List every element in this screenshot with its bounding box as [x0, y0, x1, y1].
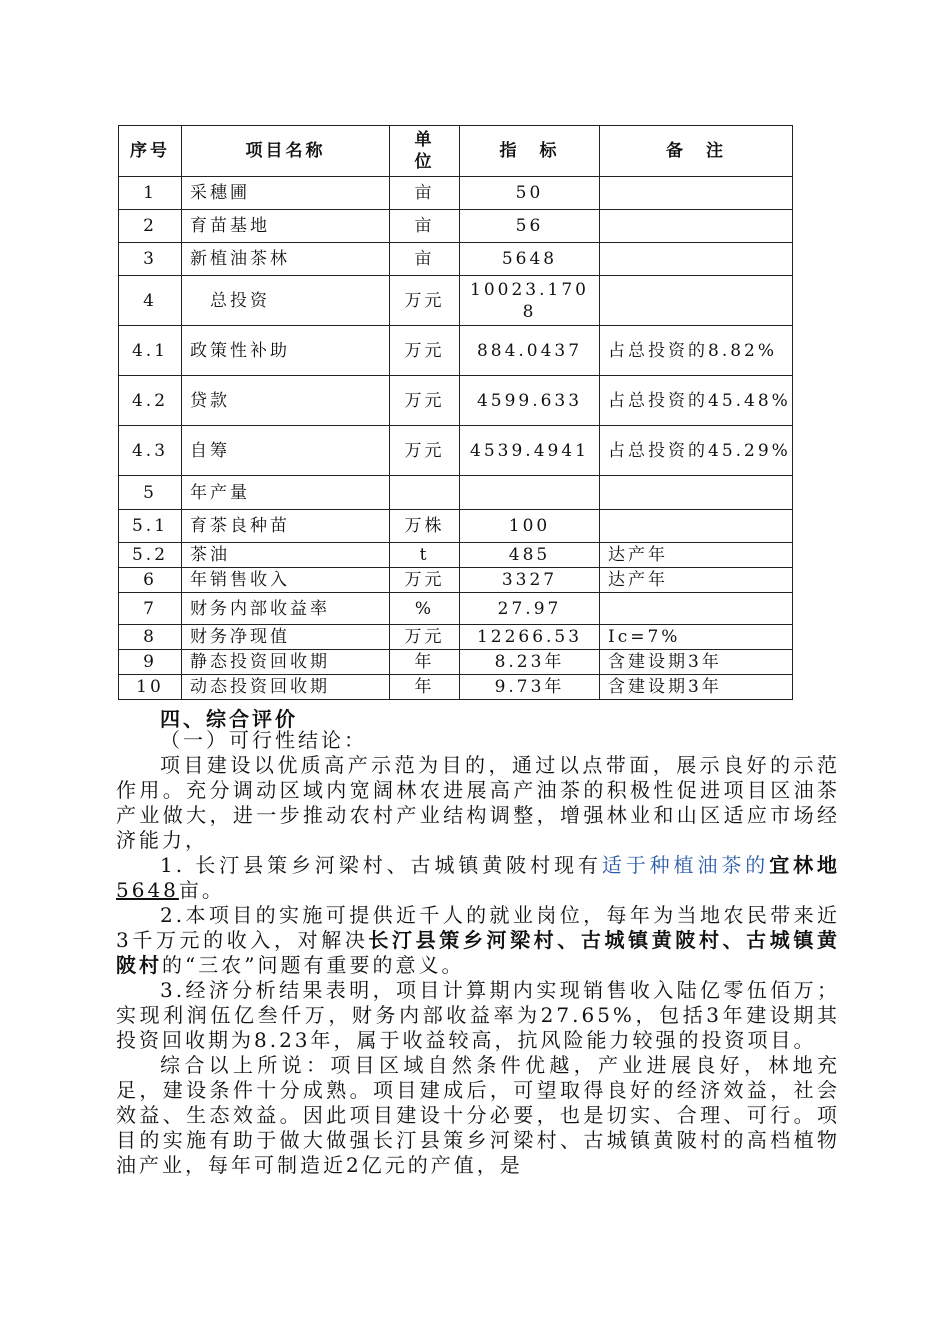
cell-note	[600, 276, 793, 326]
table-row	[119, 625, 793, 650]
table-row	[119, 568, 793, 593]
cell-seq: 4.2	[119, 376, 182, 426]
cell-unit: 万元	[390, 568, 460, 593]
p3-text-a: 2.本项目的实施可提供近千人的就业岗位，每年为当地农民带来近3千万元的收入，对解决	[116, 903, 840, 952]
cell-unit: 年	[390, 650, 460, 675]
cell-seq: 10	[119, 675, 182, 700]
p2-text-e: 亩。	[178, 878, 225, 902]
table-row	[119, 543, 793, 568]
cell-unit: 万元	[390, 276, 460, 326]
cell-unit: 万元	[390, 326, 460, 376]
cell-seq: 4	[119, 276, 182, 326]
cell-note: 达产年	[600, 568, 793, 593]
cell-unit: 万元	[390, 625, 460, 650]
cell-note	[600, 510, 793, 543]
cell-value: 4539.4941	[460, 426, 600, 476]
cell-unit: %	[390, 593, 460, 625]
cell-name: 贷款	[182, 376, 390, 426]
table-row	[119, 376, 793, 426]
table-row	[119, 650, 793, 675]
paragraph-4: 3.经济分析结果表明，项目计算期内实现销售收入陆亿零伍佰万；实现利润伍亿叁仟万，财务内部收益率为27.65%，包括3年建设期其投资回收期为8.23年，属于收益较高，抗风险能力较强的投资项目。	[116, 978, 840, 1052]
cell-unit: 万元	[390, 376, 460, 426]
cell-seq: 1	[119, 177, 182, 210]
cell-name: 新植油茶林	[182, 243, 390, 276]
cell-value: 9.73年	[460, 675, 600, 700]
p2-area: 5648	[116, 878, 179, 902]
table-row	[119, 426, 793, 476]
cell-note	[600, 210, 793, 243]
cell-name: 育茶良种苗	[182, 510, 390, 543]
p3-text-c: 的“三农”问题有重要的意义。	[162, 953, 465, 977]
cell-name: 政策性补助	[182, 326, 390, 376]
paragraph-2	[116, 853, 840, 903]
cell-name: 育苗基地	[182, 210, 390, 243]
cell-value: 27.97	[460, 593, 600, 625]
table-row	[119, 476, 793, 510]
cell-unit: 年	[390, 675, 460, 700]
cell-unit: 万元	[390, 426, 460, 476]
cell-name: 年产量	[182, 476, 390, 510]
table-row	[119, 210, 793, 243]
section-body	[116, 728, 840, 1178]
table-row	[119, 326, 793, 376]
cell-seq: 6	[119, 568, 182, 593]
cell-unit: 亩	[390, 243, 460, 276]
cell-note	[600, 476, 793, 510]
cell-seq: 4.3	[119, 426, 182, 476]
table-row	[119, 510, 793, 543]
cell-value: 4599.633	[460, 376, 600, 426]
section-heading: 四、综合评价	[160, 707, 298, 731]
cell-seq: 3	[119, 243, 182, 276]
header-value: 指 标	[460, 126, 600, 177]
paragraph-1: 项目建设以优质高产示范为目的，通过以点带面，展示良好的示范作用。充分调动区域内宽阔林农进展高产油茶的积极性促进项目区油茶产业做大，进一步推动农村产业结构调整，增强林业和山区适应市场经济能力，	[116, 753, 840, 852]
cell-note: 含建设期3年	[600, 675, 793, 700]
cell-value: 50	[460, 177, 600, 210]
header-note: 备 注	[600, 126, 793, 177]
cell-name: 茶油	[182, 543, 390, 568]
header-seq: 序号	[119, 126, 182, 177]
cell-seq: 5.2	[119, 543, 182, 568]
cell-name: 财务净现值	[182, 625, 390, 650]
cell-name: 动态投资回收期	[182, 675, 390, 700]
cell-value: 485	[460, 543, 600, 568]
table-row	[119, 593, 793, 625]
cell-seq: 5.1	[119, 510, 182, 543]
cell-name: 静态投资回收期	[182, 650, 390, 675]
cell-unit: 亩	[390, 177, 460, 210]
p2-text-a: 1. 长汀县策乡河梁村、古城镇黄陂村现有	[160, 853, 602, 877]
p2-highlight: 适于种植油茶的	[601, 853, 770, 877]
cell-value: 5648	[460, 243, 600, 276]
cell-unit: 万株	[390, 510, 460, 543]
cell-value: 3327	[460, 568, 600, 593]
header-name: 项目名称	[182, 126, 390, 177]
cell-note: 占总投资的45.48%	[600, 376, 793, 426]
paragraph-3	[116, 903, 840, 978]
cell-seq: 2	[119, 210, 182, 243]
cell-seq: 5	[119, 476, 182, 510]
table-row	[119, 243, 793, 276]
cell-note	[600, 593, 793, 625]
cell-note: 占总投资的8.82%	[600, 326, 793, 376]
cell-name: 采穗圃	[182, 177, 390, 210]
table-row	[119, 675, 793, 700]
p2-bold: 宜林地	[769, 853, 841, 877]
p3-bold: 长汀县策乡河梁村、古城镇黄陂村、古城镇黄陂村	[116, 928, 840, 977]
cell-unit	[390, 476, 460, 510]
subheading: （一）可行性结论：	[160, 728, 367, 752]
cell-name: 自筹	[182, 426, 390, 476]
cell-note: 达产年	[600, 543, 793, 568]
cell-seq: 4.1	[119, 326, 182, 376]
cell-seq: 9	[119, 650, 182, 675]
cell-note: 占总投资的45.29%	[600, 426, 793, 476]
cell-unit: t	[390, 543, 460, 568]
cell-note: 含建设期3年	[600, 650, 793, 675]
cell-value	[460, 476, 600, 510]
table-row	[119, 276, 793, 326]
cell-unit: 亩	[390, 210, 460, 243]
cell-name: 财务内部收益率	[182, 593, 390, 625]
header-unit: 单 位	[390, 126, 460, 177]
cell-value: 8.23年	[460, 650, 600, 675]
cell-seq: 8	[119, 625, 182, 650]
cell-note	[600, 243, 793, 276]
cell-note: Ic=7%	[600, 625, 793, 650]
paragraph-5: 综合以上所说：项目区域自然条件优越，产业进展良好，林地充足，建设条件十分成熟。项目建成后，可望取得良好的经济效益，社会效益、生态效益。因此项目建设十分必要，也是切实、合理、可行。项目的实施有助于做大做强长汀县策乡河梁村、古城镇黄陂村的高档植物油产业，每年可制造近2亿元的产值，是	[116, 1053, 840, 1177]
cell-value: 56	[460, 210, 600, 243]
cell-value: 100	[460, 510, 600, 543]
cell-value: 10023.1708	[460, 276, 600, 326]
table-header-row	[119, 126, 793, 177]
indicator-table	[118, 125, 793, 700]
cell-name: 年销售收入	[182, 568, 390, 593]
cell-name: 总投资	[182, 276, 390, 326]
cell-seq: 7	[119, 593, 182, 625]
cell-note	[600, 177, 793, 210]
cell-value: 884.0437	[460, 326, 600, 376]
table-row	[119, 177, 793, 210]
cell-value: 12266.53	[460, 625, 600, 650]
